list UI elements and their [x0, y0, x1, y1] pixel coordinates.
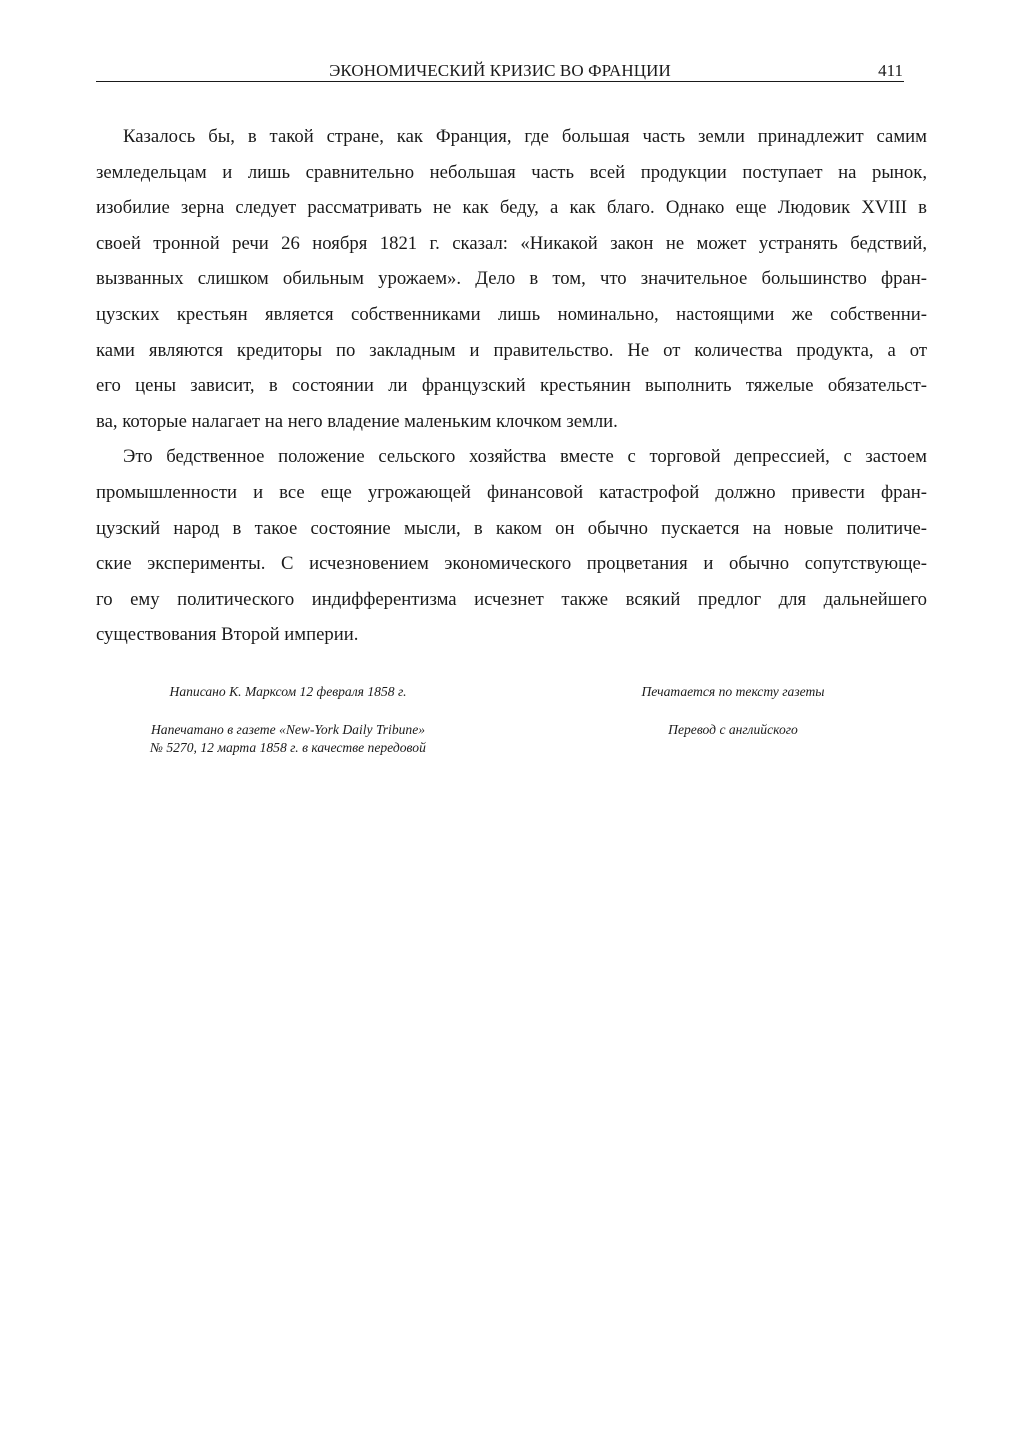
paragraph — [96, 439, 927, 653]
text-line: существования Второй империи. — [96, 624, 359, 646]
article-body — [96, 119, 927, 653]
colophon-left — [112, 683, 464, 757]
text-line: го ему политического индифферентизма исчезнет также всякий предлог для дальнейшего — [96, 588, 927, 610]
source-note: Печатается по тексту газеты — [641, 684, 825, 699]
text-line: ва, которые налагает на него владение маленьким клочком земли. — [96, 410, 618, 432]
colophon-right — [568, 683, 898, 739]
text-line: земледельцам и лишь сравнительно небольшая часть всей продукции поступает на рынок, — [96, 161, 927, 183]
text-line: его цены зависит, в состоянии ли французский крестьянин выполнить тяжелые обязательст- — [96, 375, 927, 397]
paragraph — [96, 119, 927, 439]
translation-note: Перевод с английского — [668, 722, 798, 737]
text-line: Это бедственное положение сельского хозяйства вместе с торговой депрессией, с застоем — [123, 446, 927, 468]
text-line: своей тронной речи 26 ноября 1821 г. сказал: «Никакой закон не может устранять бедствий, — [96, 232, 927, 254]
written-note: Написано К. Марксом 12 февраля 1858 г. — [169, 684, 407, 699]
text-line: ками являются кредиторы по закладным и правительство. Не от количества продукта, а от — [96, 339, 927, 361]
text-line: цузский народ в такое состояние мысли, в каком он обычно пускается на новые политиче- — [96, 517, 927, 539]
running-header — [96, 61, 904, 82]
text-line: цузских крестьян является собственниками лишь номинально, настоящими же собственни- — [96, 303, 927, 325]
text-line: вызванных слишком обильным урожаем». Дело в том, что значительное большинство фран- — [96, 268, 927, 290]
printed-note-line: № 5270, 12 марта 1858 г. в качестве передовой — [150, 740, 426, 755]
running-title: ЭКОНОМИЧЕСКИЙ КРИЗИС ВО ФРАНЦИИ — [329, 61, 671, 80]
text-line: изобилие зерна следует рассматривать не как беду, а как благо. Однако еще Людовик XVIII в — [96, 197, 927, 219]
printed-note-line: Напечатано в газете «New-York Daily Tribune» — [150, 722, 426, 737]
page-number: 411 — [878, 61, 903, 80]
text-line: ские эксперименты. С исчезновением экономического процветания и обычно сопутствующе- — [96, 553, 927, 575]
text-line: Казалось бы, в такой стране, как Франция, где большая часть земли принадлежит самим — [123, 126, 927, 147]
text-line: промышленности и все еще угрожающей финансовой катастрофой должно привести фран- — [96, 481, 927, 503]
